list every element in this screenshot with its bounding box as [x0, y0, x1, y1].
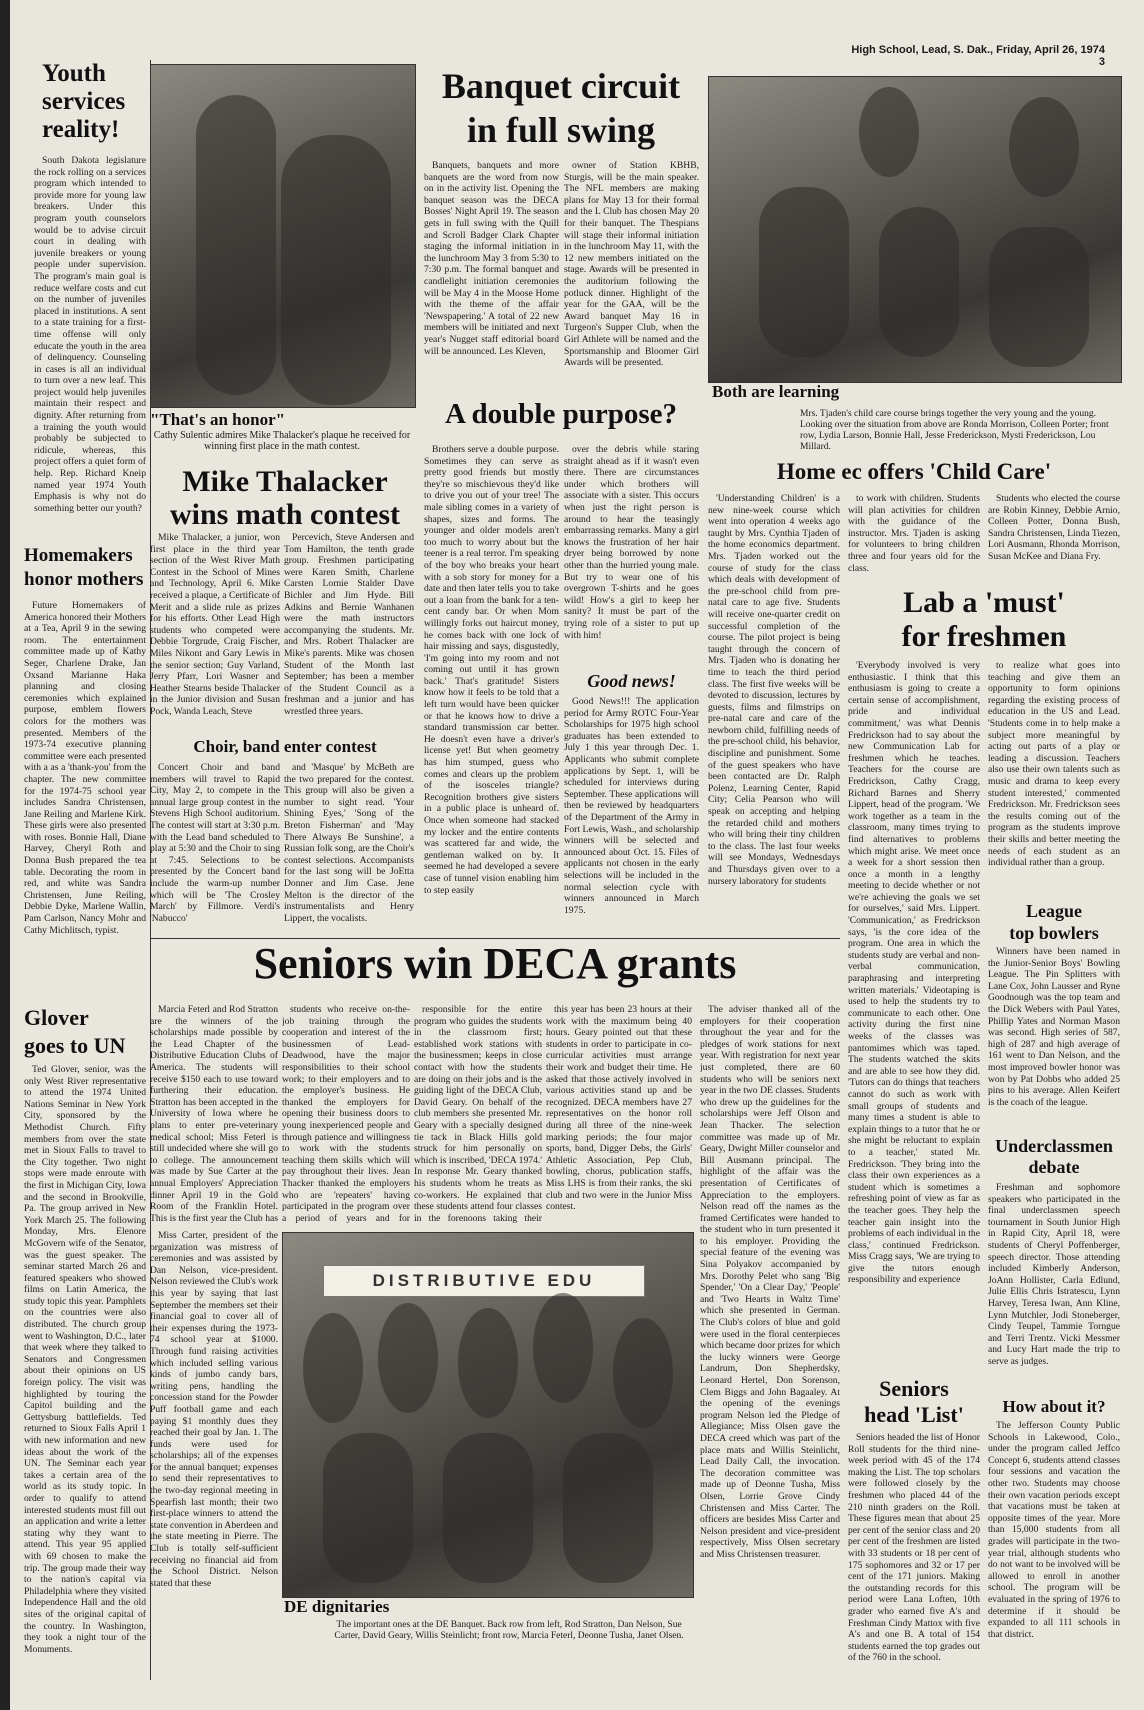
good-news-headline: Good news! [587, 671, 676, 691]
choir-headline: Choir, band enter contest [193, 737, 377, 756]
thalacker-col1: Mike Thalacker, a junior, won first place in the third year section of the West River Math Contest in the School of Mines and Technology, April 6. Mike received a plaque, a Certificate of Merit and a slide rule as prizes for his efforts. Other Lead High students who competed were Debbie Torgrude, Craig Fischer, Miles Nikont and Gary Lewis in the senior section; Guy Varland, Jerry Pfarr, Lori Wasner and Heather Stearns beside Thalacker in the Junior division and Susan Pock, Wanda Leach, Steve [150, 532, 280, 717]
thalacker-photo [150, 64, 416, 408]
banquet-col2: owner of Station KBHB, Sturgis, will be the main speaker. The NFL members are making plans for May 13 for their formal and the L Club has chosen May 20 for their banquet. The Thespians will stage their informal initiation in the lunchroom May 11, with the 12 new members initiated on the stage. Awards will be presented in the auditorium following the potluck dinner. Highlight of the year for the GAA, will be the Award banquet May 16 in Turgeon's Supper Club, when the Girl Athlete will be named and the Sportsmanship and Bloomer Girl Awards will be presented. [564, 160, 699, 369]
double-purpose-headline: A double purpose? [444, 398, 678, 430]
deca-col1: Marcia Feterl and Rod Stratton are the winners of the scholarships made possible by the Lead Chapter of the Distributive Education Clubs of America. The students will receive $150 each to use toward furthering their education. Stratton has been accepted in the University of Iowa where he plans to enter pre-veterinary medical school; Miss Feterl is still undecided where she will go to college. The announcement was made by Sue Carter at the annual Employers' Appreciation dinner April 19 in the Gold Room of the Franklin Hotel. This is the first year the Club has [150, 1004, 278, 1224]
banquet-headline: Banquet circuit in full swing [441, 66, 681, 150]
student-figure [458, 1308, 518, 1418]
student-figure [323, 1433, 413, 1583]
student-figure [859, 87, 919, 177]
deca-col5: The adviser thanked all of the employers for their cooperation throughout the year and for the pledges of work stations for next year. With registration for next year just completed, there are 60 students who will be seniors next year in the two DE classes. Students who drew up the guidelines for the scholarships were Jeff Olson and Jean Thacker. The selection committee was made up of Mr. Geary, Dwight Miller counselor and Bill Ausmann principal. The highlight of the affair was the presentation of Certificates of Appreciation to the employers. Nelson read off the names as the framed Certificates were handed to the student who in turn presented it to his employer. Providing the special feature of the evening was Sina Polyakov accompanied by Mrs. Dorothy Pelet who sang 'Big Spender,' 'On a Clear Day,' 'People' and 'Two Hearts in Waltz Time' which she presented in German. The Club's colors of blue and gold were used in the floral centerpieces which became door prizes for which the lucky winners were George Landrum, Don Shepherdsky, Leonard Hertel, Don Sorenson, Clem Biggs and John Bagaaley. At the opening of the evenings program Nelson led the Pledge of Allegiance; Miss Olsen gave the DECA creed which was part of the place mats and Willis Steinlicht, Lead Daily Call, the invocation. The decoration committee was made up of Deonne Tusha, Miss Olsen, Lorrie Grove Cindy Christensen and Miss Carter. The officers are besides Miss Carter and Nelson president and vice-president respectively, Miss Olsen secretary and Miss Christensen treasurer. [700, 1004, 840, 1560]
glover-article: Ted Glover, senior, was the only West River representative to attend the 1974 United Nations Seminar in New York City, sponsored by the Methodist Church. Fifty members from over the state met in Sioux Falls to travel to the City together. Two night stops were made enroute with the first in Michigan City, Iowa and the second in Brookville, Pa. The group arrived in New York March 25. The following Monday, Mrs. Elenore McGovern wife of the Senator, was the guest speaker. The seminar started March 26 and featured speakers who showed films on Latin America, the study topic this year. Pamphlets on the countries were also distributed. The church group went to Washington, D.C., later that week where they talked to Senators and Congressmen about their opinions on US foreign policy. The visit was highlighted by touring the Capitol building and the Gettysburg battlefields. Ted returned to Sioux Falls April 1 with new information and new ideas about the work of the UN. The Seminar each year takes a certain area of the world as its study topic. In order to qualify to attend interested students must fill out an application and write a letter stating why they want to attend. This year 95 applied with 69 chosen to make the trip. The group made their way to the nation's capital via Philadelphia where they visited Independence Hall and the old sites of the original capital of the country. In Washington, they took a night tour of the Monuments. [24, 1064, 146, 1655]
student-figure [378, 1303, 438, 1413]
homemakers-headline: Homemakers honor mothers [24, 545, 144, 590]
de-dignitaries-photo [282, 1232, 694, 1598]
deca-col4: this year has been 23 hours at their work with the maximum being 40 hours. Geary pointed out that these students in order to participate in co-curricular activities must arrange their work and budget their time. He asked that those actively involved in various activities stand up and be recognized. DECA members have 27 representatives on the honor roll during all three of the nine-week marking periods; the four major sports, band, Digger Debs, the Girls' Athletic Association, Pep Club, bowling, chorus, publication staffs, Miss LHS is from their ranks, the ski club and two were in the Junior Miss contest. [546, 1004, 692, 1213]
home-ec-col1: 'Understanding Children' is a new nine-week course which went into operation 4 weeks ago taught by Mrs. Cynthia Tjaden of the home economics department. Mrs. Tjaden worked out the course of study for the class which deals with development of the pre-school child from pre-natal care to age five. Students will receive one-quarter credit on successful completion of the course. The pilot project is being taught through the concern of Mrs. Tjaden who is donating her time to teach the third period class. The first five weeks will be devoted to discussion, lectures by guests, films and filmstrips on pre-natal care and care of the newborn child, fulfilling needs of the pre-school child, his behavior, discipline and punishment. Some of the guest speakers who have been contacted are Dr. Ralph Polenz, Learning Center, Rapid City; Celia Pearson who will speak on accepting and helping the retarded child and mothers who will bring their tiny children to the class. The last four weeks will see Mondays, Wednesdays and Thursdays given over to a nursery laboratory for students [708, 493, 840, 887]
de-caption-title: DE dignitaries [284, 1597, 390, 1616]
student-figure [533, 1293, 593, 1403]
thalacker-caption: "That's an honor" Cathy Sulentic admires Mike Thalacker's plaque he received for winning first place in the math contest. [150, 410, 411, 452]
glover-headline: Glover goes to UN [24, 1005, 126, 1058]
league-article: Winners have been named in the Junior-Senior Boys' Bowling League. The Pin Splitters with Lane Cox, John Lausser and Ryne Goodnough was the top team and the Dick Webers with Paul Yates, Phillip Yates and Norman Mason was second. High series of 587, high of 287 and high average of 161 went to Dan Nelson, and the most improved bowler honor was won by Pat Dobbs who added 25 pins to his average. Allen Keifert is the coach of the league. [988, 946, 1120, 1108]
masthead-text: High School, Lead, S. Dak., Friday, April 26, 1974 [851, 44, 1105, 56]
how-about-article: The Jefferson County Public Schools in Lakewood, Colo., under the program called Jeffco Concept 6, students attend classes four sessions and vacation the other two. Students may choose their own vacation periods except that vacations must be taken at opposite times of the year. More than 15,000 students from all grades will participate in the two-year trial, although students who do not want to be involved will be allowed to enroll in another school. The program will be evaluated in the spring of 1976 to determine if it should be expanded to all 111 schools in that district. [988, 1420, 1120, 1640]
child-care-photo [708, 76, 1122, 383]
thalacker-col2: Percevich, Steve Andersen and Tom Hamilton, the tenth grade group. Freshmen participating were Karen Smith, Charlene Carsten Lornie Stalder Dave Bichler and Jim Hyde. Bill Adkins and Bernie Wanhanen were the math instructors accompanying the students. Mr. and Mrs. Robert Thalacker are Mike's parents. Mike was chosen Student of the Month last September; has been a member of the Student Council as a freshman and a junior and has wrestled three years. [284, 532, 414, 717]
deca-col3: responsible for the entire program who guides the students in the classroom first; established work stations with the businessmen; keeps in close contact with how the students are doing on their jobs and is the guiding light of the DECA Club, David Geary. On behalf of the club members she presented Mr. Geary with a specially designed tie tack in Black Hills gold struck for him personally on which is inscribed, 'DECA 1974.' In response Mr. Geary thanked his students whom he treats as co-workers. He explained that these students attend four classes in the forenoons taking their [414, 1004, 542, 1224]
student-figure [563, 1433, 653, 1583]
child-care-caption-title: Both are learning [712, 382, 840, 401]
thalacker-headline: Mike Thalacker wins math contest [170, 465, 400, 531]
student-figure [879, 207, 959, 357]
photo-banner: DISTRIBUTIVE EDU [323, 1265, 645, 1297]
student-figure [196, 95, 276, 395]
page-number: 3 [1098, 56, 1105, 68]
deca-col2: students who receive on-the-job training through the cooperation and interest of the businessmen of Lead-Deadwood, have the major responsibilities to their school work; to their employers and to the employer's business. He thanked the employers for opening their business doors to young inexperienced people and through patience and willingness to work with the students teaching them skills which will pay throughout their lives. Jean Thacker thanked the employers who are 'repeaters' having participated in the program over a period of years and for [282, 1004, 410, 1224]
homemakers-article: Future Homemakers of America honored their Mothers at a Tea, April 9 in the sewing room. The entertainment committee made up of Kathy Seger, Charlene Drake, Jan Oxsand Marianne Haka planning and closing ceremonies which explained purpose, emblem flowers colors for the mothers was presented. Members of the 1973-74 executive planning committee were each presented with a as a 'thank-you' from the chapter. The new committee for the 1974-75 school year includes Sandra Christensen, Jane Reiling and Marlene Kirk. These girls were also presented with roses. Bonnie Hall, Diane Harvey, Cheryl Roth and Donna Bush prepared the tea table. Decorating the room in red, and white was Sandra Christensen, June Reiling, Debbie Dyke, Marlene Wallin, Pam Carlson, Nancy Mohr and Cathy Michlitsch, typist. [24, 600, 146, 936]
choir-col2: and 'Masque' by McBeth are the two prepared for the contest. This group will also be given a number to sight read. 'Your Shining Eyes,' 'Song of the Breton Fisherman' and 'May There Always Be Sunshine', a Russian folk song, are the Choir's contest selections. Accompanists for the last song will be JoEtta Donner and Jim Case. Jene Melton is the director of the instrumentalists and Henry Lippert, the vocalists. [284, 762, 414, 924]
double-purpose-col2: over the debris while staring straight ahead as if it wasn't even there. There are circumstances under which brothers will associate with a sister. This occurs when just the right person is around to hear the teasingly embarrassing remarks. Many a girl knows the frustration of her hair dryer being borrowed by none other than the hurried young male. But try to wear one of his overgrown T-shirts and he goes wild! How's a girl to keep her sanity? It must be part of the trying role of a sister to put up with him! [564, 444, 699, 641]
student-figure [303, 1313, 363, 1423]
good-news-article: Good News!!! The application period for Army ROTC Four-Year Scholarships for 1975 high school graduates has been extended to July 1 this year through Dec. 1. Applicants who submit complete applications by Sept. 1, will be scheduled for interviews during September. These applications will then be reviewed by headquarters of the Department of the Army in Fort Lewis, Wash., and scholarship winners will be selected and announced about Oct. 15. Files of applicants not chosen in the early selections will be included in the normal selection cycle with winners announced in March 1975. [564, 696, 699, 916]
youth-article: South Dakota legislature the rock rolling on a services program which intended to provide more for young law breakers. Under this program youth counselors would be to advise circuit court in dealing with juvenile breakers or young people under supervision. The program's main goal is reduce welfare costs and cut on the number of juveniles placed in institutions. A sent to a state training for a first-time offense will only educate the youth in the area of delinquency. Counseling in cases is all an individual to turn over a new leaf. This project would help juveniles maintain their respect and dignity. After returning from a training the youth would probably be subjected to ridicule, whereas, this project offers a quiet form of help. Rep. Richard Kneip named year 1974 Youth Emphasis is why not do something better our youth? [34, 155, 146, 514]
deca-headline: Seniors win DECA grants [253, 939, 737, 988]
student-figure [759, 187, 849, 357]
youth-headline: Youth services reality! [42, 60, 126, 143]
home-ec-col3: Students who elected the course are Robin Kinney, Debbie Arnio, Colleen Potter, Donna Bush, Sandra Christensen, Linda Tiezen, Lori Ausmann, Rhonda Morrison, Susan McKee and Diana Fry. [988, 493, 1120, 562]
child-care-caption: Mrs. Tjaden's child care course brings together the very young and the young. Looking over the situation from above are Ronda Morrison, Colleen Porter; front row, Lydia Larson, Bonnie Hall, Jesse Frederickson, Mysti Frederickson, Lou Millard. [800, 409, 1109, 452]
student-figure [613, 1318, 673, 1428]
student-figure [443, 1433, 533, 1583]
lab-col1: 'Everybody involved is very enthusiastic. I think that this enthusiasm is going to create a certain sense of accomplishment, pride and individual commitment,' was what Dennis Fredrickson had to say about the new Communication Lab for freshmen which he teaches. Teachers for the course are Fredrickson, Cathy Cragg, Richard Barnes and Sherry Lippert, head of the program. 'We work together as a team in the classroom, many times trying to find alternatives to problems which might arise. We meet once a week for a short session then once a month in a lengthy meeting to decide whether or not we're achieving the goals we set for ourselves,' said Mrs. Lippert. 'Communication,' as Fredrickson says, 'is the core idea of the program. One area in which the students study are verbal and non-verbal communication, paraphrasing and interpreting written materials.' Videotaping is used to help the students try to communicate to each other. One activity during the first nine weeks of the classes was pantomimes which was taped. The students watched the skits and are able to see how they did. 'Tutors can do things that teachers cannot do such as work with small groups of students and many times a student is able to explain things to a tutor that he or she might be reluctant to explain to a teacher,' stated Mr. Fredrickson. 'They bring into the class their own experiences as a student which is sometimes a refreshing point of view as far as the teacher goes. They help the teacher gain insight into the problems of each individual in the class,' continued Fredrickson. Miss Cragg says, 'We are trying to give the tutors enough responsibility and experience [848, 660, 980, 1286]
lab-headline: Lab a 'must' for freshmen [901, 586, 1067, 653]
underclassmen-headline: Underclassmen debate [995, 1136, 1113, 1177]
home-ec-headline: Home ec offers 'Child Care' [776, 459, 1052, 484]
section-rule [150, 938, 840, 939]
deca-col2b: Miss Carter, president of the organization was mistress of ceremonies and was assisted by Dan Nelson, vice-president. Nelson reviewed the Club's work this year by saying that last September the members set their financial goal to cover all of their expenses during the 1973-74 school year at $1000. Through fund raising activities which included selling various kinds of jumbo candy bars, writing pens, handling the concession stand for the Powder Puff football game and each paying $1 monthly dues they reached their goal by Jan. 1. The funds were used for scholarships; all of the expenses for the annual banquet; expenses to send their representatives to the two-day regional meeting in Spearfish last month; their two first-place winners to attend the state convention in Aberdeen and the state meeting in Pierre. The Club is totally self-sufficient receiving no financial aid from the School District. Nelson stated that these [150, 1230, 278, 1589]
double-purpose-col1: Brothers serve a double purpose. Sometimes they can serve as pretty good friends but mostly they're so mischievous they'd like to drive you out of your tree! The male sibling comes in a variety of shapes, sizes and forms. The younger and older models aren't too much to worry about but the teener is a real terror. I'm speaking of the boy who breaks your heart with a sob story for money for a date and then later tells you to take out a loan from the bank for a ten-cent candy bar. Or when Mom willingly forks out haircut money, he comes back with one lock of hair missing and says, disgustedly, 'I'm going into my room and not coming out until it has grown back.' That's gratitude! Sisters know how it feels to be told that a left turn would have been quicker or that he knows how to drive a standard transmission car better. He doesn't even have a driver's license yet! But when geometry has him stumped, guess who comes and clears up the problem of the isosceles triangle? Recognition brothers give sisters in a public place is unheard of. Once when someone had stacked my locker and the entire contents was scattered far and wide, the gentleman walked on by. It seemed he had developed a severe case of tunnel vision enabling him to step easily [424, 444, 559, 896]
lab-col2: to realize what goes into teaching and give them an opportunity to form opinions regarding the existing process of education in the US and Lead. 'Students come in to help make a subject more meaningful by acting out parts of a play or leading a discussion. Teachers also use their own talents such as music and drama to keep every student interested,' commented Fredrickson. Mr. Fredrickson sees the results coming out of the program as the students improve their skills and better meeting the needs of each student as an individual rather than a group. [988, 660, 1120, 869]
student-figure [281, 135, 391, 405]
choir-col1: Concert Choir and band members will travel to Rapid City, May 2, to compete in the annual large group contest in the Stevens High School auditorium. The contest will start at 3:30 p.m. with the Lead band scheduled to play at 5:30 and the Choir to sing at 7:45. Selections to be presented by the Concert band include the warm-up number which will be 'The Crosley March' by Fillmore. Verdi's 'Nabucco' [150, 762, 280, 924]
league-headline: League top bowlers [1009, 901, 1099, 943]
student-figure [989, 227, 1089, 367]
home-ec-col2: to work with children. Students will plan activities for children with the guidance of the instructor. Mrs. Tjaden is asking for volunteers to bring children three and four years old for the class. [848, 493, 980, 573]
banquet-col1: Banquets, banquets and more banquets are the word from now on in the activity list. Opening the banquet season was the DECA Bosses' Night April 19. The season gets in full swing with the Quill and Scroll Badger Clark Chapter staging the informal initiation in the lunchroom May 3 from 5:30 to 7:30 p.m. The formal banquet and candlelight initiation ceremonies will be May 4 in the Moose Home with the theme of the affair 'Newspapering.' A total of 22 new members will be initiated and next year's Nugget staff editorial board will be announced. Les Kleven, [424, 160, 559, 357]
how-about-headline: How about it? [1002, 1397, 1106, 1416]
page-binding-edge [0, 0, 10, 1710]
masthead [845, 44, 1105, 68]
student-figure [1009, 97, 1079, 197]
underclassmen-article: Freshman and sophomore speakers who participated in the final underclassmen speech tournament in South Junior High in Rapid City, April 18, were students of Cheryl Poffenberger, speech director. Those attending included Kimberly Anderson, JoAnn Hollister, Carla Edlund, Julie Ellis Chris Istratescu, Lynn Harvey, Teresa Iwan, Ann Kline, Lynn Mutchler, Jodi Stoneberger, Cindy Teupel, Tammie Torngue and Terri Trentz. Vicki Messmer and Lucy Hart made the trip to serve as judges. [988, 1182, 1120, 1367]
seniors-list-headline: Seniors head 'List' [864, 1376, 964, 1427]
de-caption: The important ones at the DE Banquet. Back row from left, Rod Stratton, Dan Nelson, Sue Carter, David Geary, Willis Steinlicht; front row, Marcia Feterl, Deonne Tusha, Janet Olsen. [334, 1620, 684, 1641]
seniors-list-article: Seniors headed the list of Honor Roll students for the third nine-week period with 45 of the 174 making the List. The top scholars were followed closely by the freshmen who placed 44 of the 210 ninth graders on the Roll. These figures mean that about 25 per cent of the senior class and 20 per cent of the freshmen are listed with 33 students or 18 per cent of 175 sophomores and 32 or 17 per cent of the 171 juniors. Making the outstanding records for this period were Lana Loften, 10th grader who earned five A's and Freshman Cindy Mattox with five A's and one B. A total of 154 students earned the top grades out of the 760 in the school. [848, 1432, 980, 1664]
